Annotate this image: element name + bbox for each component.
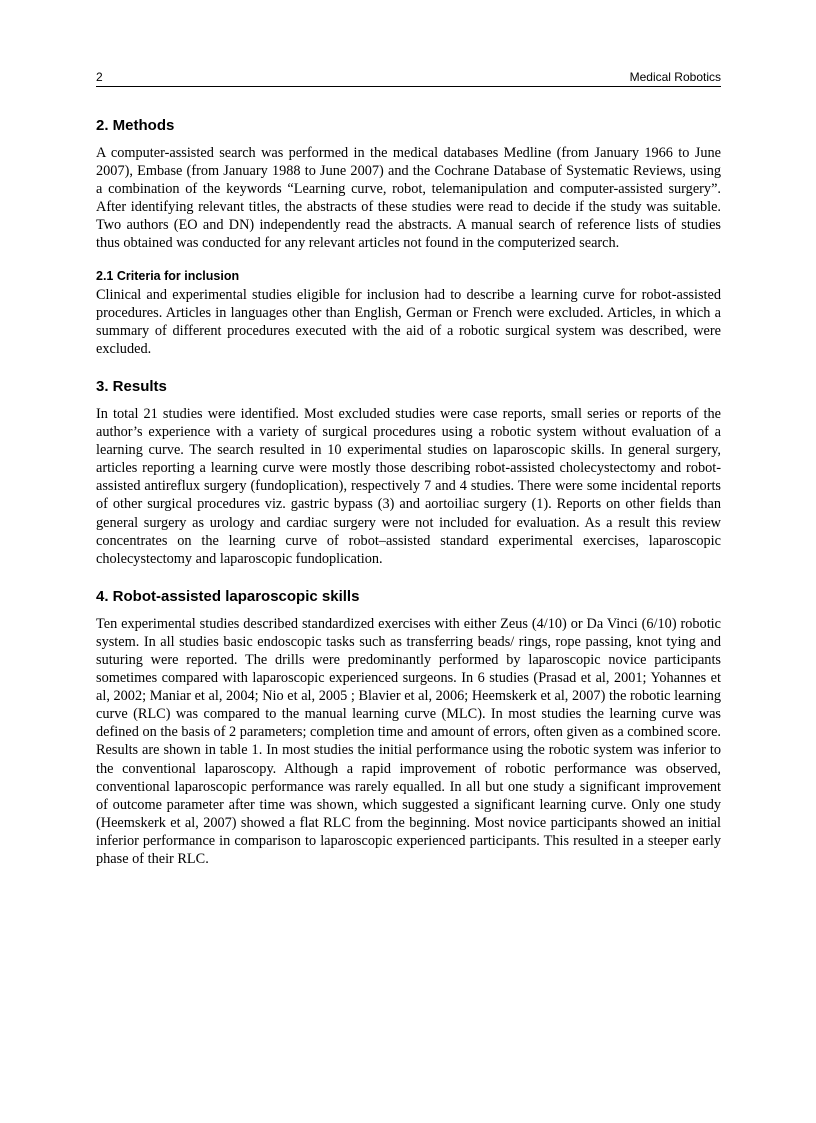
skills-heading: 4. Robot-assisted laparoscopic skills [96, 587, 360, 605]
skills-paragraph: Ten experimental studies described standardized exercises with either Zeus (4/10) or Da Vinci (6/10) robotic system. In all studies basic endoscopic tasks such as transferring beads/ rings, rope passing, knot tying and suturing were reported. The drills were predominantly performed by laparoscopic novice participants sometimes compared with laparoscopic experienced surgeons. In 6 studies (Prasad et al, 2001; Yohannes et al, 2002; Maniar et al, 2004; Nio et al, 2005 ; Blavier et al, 2006; Heemskerk et al, 2007) the robotic learning curve (RLC) was compared to the manual learning curve (MLC). In most studies the learning curve was defined on the basis of 2 parameters; completion time and amount of errors, often given as a combined score. Results are shown in table 1. In most studies the initial performance using the robotic system was inferior to the conventional laparoscopy. Although a rapid improvement of robotic performance was observed, conventional laparoscopic performance was rarely equalled. In all but one study a significant improvement of outcome parameter after time was shown, which suggested a significant learning curve. Only one study (Heemskerk et al, 2007) showed a flat RLC from the beginning. Most novice participants showed an initial inferior performance in comparison to laparoscopic experienced participants. This resulted in a steeper early phase of their RLC. [96, 615, 721, 867]
criteria-paragraph: Clinical and experimental studies eligible for inclusion had to describe a learning curve for robot-assisted procedures. Articles in languages other than English, German or French were excluded. Articles, in which a summary of different procedures executed with the aid of a robotic surgical system was described, were excluded. [96, 286, 721, 357]
page-number: 2 [96, 70, 103, 84]
running-header [96, 70, 721, 87]
methods-heading: 2. Methods [96, 117, 175, 134]
methods-paragraph: A computer-assisted search was performed in the medical databases Medline (from January 1966 to June 2007), Embase (from January 1988 to June 2007) and the Cochrane Database of Systematic Reviews, using a combination of the keywords “Learning curve, robot, telemanipulation and computer-assisted surgery”. After identifying relevant titles, the abstracts of these studies were read to decide if the study was suitable. Two authors (EO and DN) independently read the abstracts. A manual search of reference lists of studies thus obtained was conducted for any relevant articles not found in the computerized search. [96, 145, 721, 252]
criteria-heading: 2.1 Criteria for inclusion [96, 268, 240, 283]
book-title: Medical Robotics [629, 70, 721, 84]
results-paragraph: In total 21 studies were identified. Most excluded studies were case reports, small series or reports of the author’s experience with a variety of surgical procedures using a robotic system without evaluation of a learning curve. The search resulted in 10 experimental studies on laparoscopic skills. In general surgery, articles reporting a learning curve were mostly those describing robot-assisted cholecystectomy and robot-assisted antireflux surgery (fundoplication), respectively 7 and 4 studies. There were some incidental reports of other surgical procedures viz. gastric bypass (3) and aortoiliac surgery (1). Reports on other fields than general surgery as urology and cardiac surgery were not included for evaluation. As a result this review concentrates on the learning curve of robot–assisted standard experimental exercises, laparoscopic cholecystectomy and laparoscopic fundoplication. [96, 405, 721, 567]
page-content [96, 116, 721, 868]
results-heading: 3. Results [96, 377, 167, 395]
